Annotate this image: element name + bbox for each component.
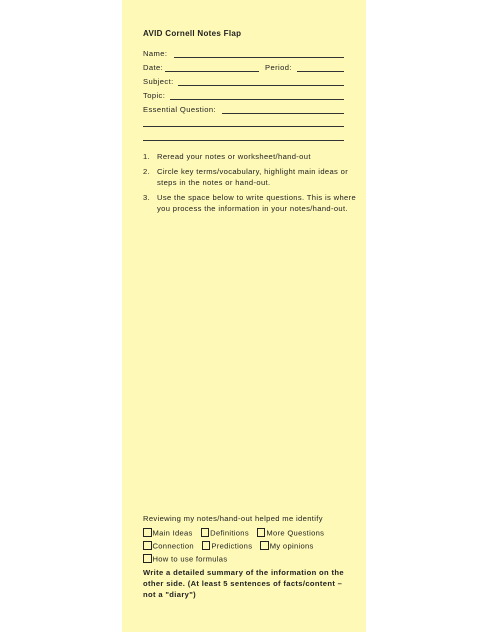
my-opinions-label: My opinions [269,541,314,551]
subject-label: Subject: [143,77,174,86]
formulas-label: How to use formulas [152,554,228,564]
checkbox-row-2 [143,541,314,551]
summary-instruction: Write a detailed summary of the information on the other side. (At least 5 sentences of facts/content – not a "diary") [143,568,344,599]
essential-question-line-3[interactable] [143,140,344,141]
essential-question-field[interactable] [222,113,344,114]
date-field[interactable] [165,71,259,72]
name-field[interactable] [174,57,344,58]
cornell-notes-flap [122,0,366,632]
predictions-checkbox[interactable] [202,541,211,550]
review-prompt: Reviewing my notes/hand-out helped me identify [143,514,323,523]
main-ideas-label: Main Ideas [152,528,193,538]
date-label: Date: [143,63,164,72]
topic-label: Topic: [143,91,166,100]
step-number: 3. [143,193,151,202]
flap-title: AVID Cornell Notes Flap [143,29,242,38]
step-text: Circle key terms/vocabulary, highlight main ideas or steps in the notes or hand-out. [157,167,349,187]
topic-field[interactable] [170,99,344,100]
formulas-checkbox[interactable] [143,554,152,563]
essential-question-label: Essential Question: [143,105,217,114]
predictions-label: Predictions [211,541,253,551]
subject-field[interactable] [178,85,344,86]
more-questions-label: More Questions [266,528,325,538]
step-number: 1. [143,152,151,161]
essential-question-line-2[interactable] [143,126,344,127]
name-label: Name: [143,49,168,58]
definitions-checkbox[interactable] [201,528,210,537]
step-text: Use the space below to write questions. This is where you process the information in your notes/hand-out. [157,193,357,213]
checkbox-row-1 [143,528,324,538]
connection-label: Connection [152,541,194,551]
period-label: Period: [265,63,292,72]
main-ideas-checkbox[interactable] [143,528,152,537]
checkbox-row-3 [143,554,227,564]
more-questions-checkbox[interactable] [257,528,266,537]
step-text: Reread your notes or worksheet/hand-out [157,152,311,161]
definitions-label: Definitions [210,528,249,538]
step-number: 2. [143,167,151,176]
period-field[interactable] [297,71,344,72]
connection-checkbox[interactable] [143,541,152,550]
my-opinions-checkbox[interactable] [260,541,269,550]
